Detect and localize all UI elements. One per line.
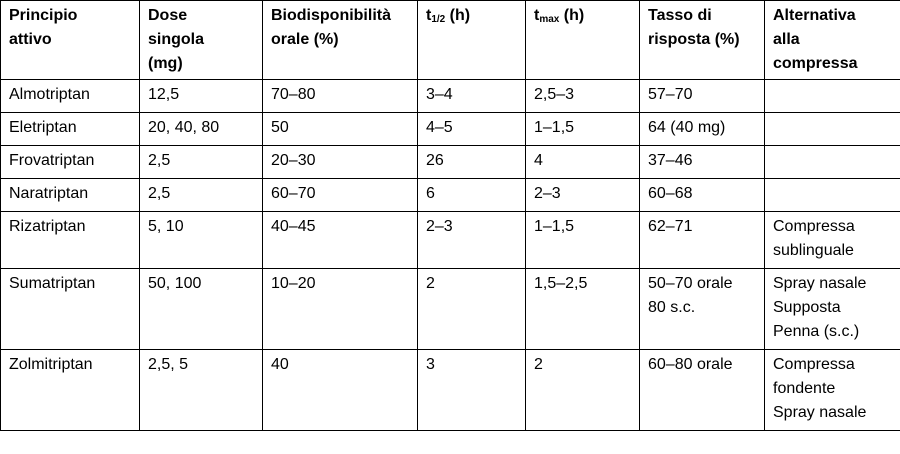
cell-half-life: 2–3 <box>418 212 526 269</box>
header-text: Alternativa <box>773 7 856 24</box>
header-text: risposta (%) <box>648 31 740 48</box>
cell-tmax: 2 <box>526 350 640 431</box>
header-text: Dose <box>148 7 188 24</box>
header-alternativa <box>765 1 900 80</box>
cell-tasso-risposta <box>640 269 765 350</box>
cell-tasso-risposta-line: 60–80 orale <box>648 356 733 373</box>
cell-tasso-risposta <box>640 146 765 179</box>
cell-alternativa-line: Compressa <box>773 218 855 235</box>
table-row <box>1 212 900 269</box>
cell-principio-attivo: Frovatriptan <box>1 146 140 179</box>
cell-half-life: 26 <box>418 146 526 179</box>
table-row <box>1 113 900 146</box>
cell-alternativa <box>765 146 900 179</box>
header-text: (h) <box>445 7 471 24</box>
table-row <box>1 146 900 179</box>
cell-biodisponibilita: 10–20 <box>263 269 418 350</box>
cell-tasso-risposta <box>640 80 765 113</box>
cell-dose-singola: 20, 40, 80 <box>140 113 263 146</box>
cell-tasso-risposta-line: 64 (40 mg) <box>648 119 726 136</box>
cell-dose-singola: 2,5, 5 <box>140 350 263 431</box>
cell-tmax: 1,5–2,5 <box>526 269 640 350</box>
cell-biodisponibilita: 40 <box>263 350 418 431</box>
cell-alternativa <box>765 350 900 431</box>
header-text: t <box>426 7 432 24</box>
cell-tasso-risposta-line: 57–70 <box>648 86 693 103</box>
cell-tmax: 4 <box>526 146 640 179</box>
header-subscript: 1/2 <box>431 14 446 25</box>
header-text: compressa <box>773 55 858 72</box>
table-row <box>1 350 900 431</box>
cell-alternativa-line: Spray nasale <box>773 404 867 421</box>
cell-alternativa <box>765 179 900 212</box>
header-row <box>1 1 900 80</box>
cell-alternativa <box>765 80 900 113</box>
cell-dose-singola: 12,5 <box>140 80 263 113</box>
cell-tmax: 2–3 <box>526 179 640 212</box>
cell-alternativa-line: Penna (s.c.) <box>773 323 860 340</box>
header-tasso-risposta <box>640 1 765 80</box>
header-subscript: max <box>539 14 560 25</box>
cell-dose-singola: 2,5 <box>140 146 263 179</box>
header-text: (mg) <box>148 55 183 72</box>
cell-dose-singola: 50, 100 <box>140 269 263 350</box>
table-body <box>1 80 900 431</box>
header-tmax <box>526 1 640 80</box>
header-principio-attivo <box>1 1 140 80</box>
table-row <box>1 80 900 113</box>
cell-tasso-risposta <box>640 113 765 146</box>
header-text: singola <box>148 31 205 48</box>
cell-tmax: 2,5–3 <box>526 80 640 113</box>
cell-tasso-risposta-line: 60–68 <box>648 185 693 202</box>
cell-principio-attivo: Rizatriptan <box>1 212 140 269</box>
cell-alternativa-line: Compressa <box>773 356 855 373</box>
cell-tasso-risposta-line: 37–46 <box>648 152 693 169</box>
cell-tasso-risposta <box>640 350 765 431</box>
cell-tasso-risposta-line: 50–70 orale <box>648 275 733 292</box>
table-row <box>1 269 900 350</box>
cell-biodisponibilita: 50 <box>263 113 418 146</box>
cell-dose-singola: 5, 10 <box>140 212 263 269</box>
cell-alternativa <box>765 269 900 350</box>
cell-alternativa <box>765 113 900 146</box>
cell-alternativa <box>765 212 900 269</box>
cell-alternativa-line: Supposta <box>773 299 841 316</box>
header-text: orale (%) <box>271 31 339 48</box>
cell-biodisponibilita: 60–70 <box>263 179 418 212</box>
cell-half-life: 6 <box>418 179 526 212</box>
cell-half-life: 4–5 <box>418 113 526 146</box>
cell-alternativa-line: Spray nasale <box>773 275 867 292</box>
cell-half-life: 3 <box>418 350 526 431</box>
cell-half-life: 2 <box>418 269 526 350</box>
cell-biodisponibilita: 20–30 <box>263 146 418 179</box>
cell-tasso-risposta-line: 80 s.c. <box>648 299 696 316</box>
cell-dose-singola: 2,5 <box>140 179 263 212</box>
cell-alternativa-line: fondente <box>773 380 836 397</box>
cell-alternativa-line: sublinguale <box>773 242 854 259</box>
cell-half-life: 3–4 <box>418 80 526 113</box>
cell-principio-attivo: Zolmitriptan <box>1 350 140 431</box>
header-text: (h) <box>559 7 585 24</box>
cell-principio-attivo: Naratriptan <box>1 179 140 212</box>
cell-principio-attivo: Almotriptan <box>1 80 140 113</box>
header-text: t <box>534 7 540 24</box>
cell-principio-attivo: Eletriptan <box>1 113 140 146</box>
header-text: Biodisponibilità <box>271 7 391 24</box>
header-biodisponibilita <box>263 1 418 80</box>
header-dose-singola <box>140 1 263 80</box>
header-text: alla <box>773 31 800 48</box>
header-text: Tasso di <box>648 7 712 24</box>
cell-tasso-risposta-line: 62–71 <box>648 218 693 235</box>
header-text: Principio <box>9 7 78 24</box>
cell-biodisponibilita: 70–80 <box>263 80 418 113</box>
cell-tasso-risposta <box>640 179 765 212</box>
header-text: attivo <box>9 31 52 48</box>
cell-biodisponibilita: 40–45 <box>263 212 418 269</box>
header-half-life <box>418 1 526 80</box>
cell-tasso-risposta <box>640 212 765 269</box>
table-row <box>1 179 900 212</box>
cell-principio-attivo: Sumatriptan <box>1 269 140 350</box>
cell-tmax: 1–1,5 <box>526 212 640 269</box>
cell-tmax: 1–1,5 <box>526 113 640 146</box>
